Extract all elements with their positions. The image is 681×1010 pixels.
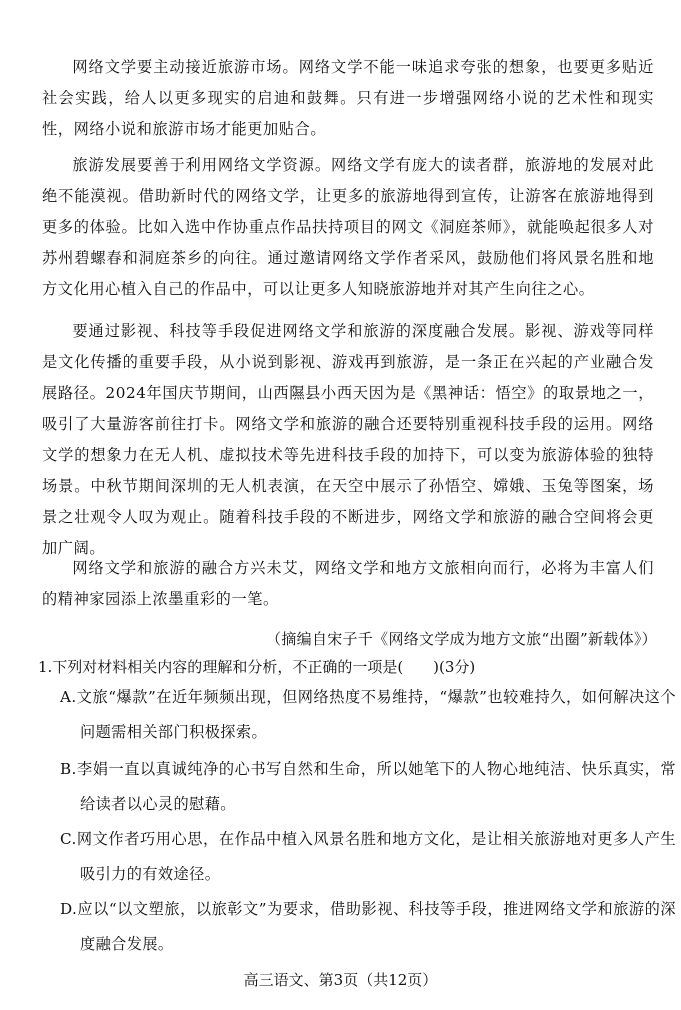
option-c: C.网文作者巧用心思，在作品中植入风景名胜和地方文化，是让相关旅游地对更多人产生吸引力的有效途径。	[60, 830, 676, 883]
option-b: B.李娟一直以真诚纯净的心书写自然和生命，所以她笔下的人物心地纯洁、快乐真实，常给读者以心灵的慰藉。	[60, 760, 676, 813]
article-paragraph-3: 要通过影视、科技等手段促进网络文学和旅游的深度融合发展。影视、游戏等同样是文化传播的重要手段，从小说到影视、游戏再到旅游，是一条正在兴起的产业融合发展路径。2024年国庆节期间，山西隰县小西天因为是《黑神话：悟空》的取景地之一，吸引了大量游客前往打卡。网络文学和旅游的融合还要特别重视科技手段的运用。网络文学的想象力在无人机、虚拟技术等先进科技手段的加持下，可以变为旅游体验的独特场景。中秋节期间深圳的无人机表演，在天空中展示了孙悟空、嫦娥、玉兔等图案，场景之壮观令人叹为观止。随着科技手段的不断进步，网络文学和旅游的融合空间将会更加广阔。	[42, 322, 654, 557]
page-footer: 高三语文、第3页（共12页）	[243, 971, 438, 989]
article-paragraph-2: 旅游发展要善于利用网络文学资源。网络文学有庞大的读者群，旅游地的发展对此绝不能漠视。借助新时代的网络文学，让更多的旅游地得到宣传，让游客在旅游地得到更多的体验。比如入选中作协重点作品扶持项目的网文《洞庭茶师》，就能唤起很多人对苏州碧螺春和洞庭茶乡的向往。通过邀请网络文学作者采风，鼓励他们将风景名胜和地方文化用心植入自己的作品中，可以让更多人知晓旅游地并对其产生向往之心。	[42, 156, 654, 298]
option-a: A.文旅“爆款”在近年频频出现，但网络热度不易维持，“爆款”也较难持久，如何解决这个问题需相关部门积极探索。	[60, 688, 676, 741]
article-paragraph-1: 网络文学要主动接近旅游市场。网络文学不能一味追求夸张的想象，也要更多贴近社会实践，给人以更多现实的启迪和鼓舞。只有进一步增强网络小说的艺术性和现实性，网络小说和旅游市场才能更加贴合。	[42, 58, 654, 138]
article-source: （摘编自宋子千《网络文学成为地方文旅“出圈”新载体》）	[266, 630, 657, 648]
option-d: D.应以“以文塑旅，以旅彰文”为要求，借助影视、科技等手段，推进网络文学和旅游的深度融合发展。	[60, 900, 676, 953]
article-paragraph-4: 网络文学和旅游的融合方兴未艾，网络文学和地方文旅相向而行，必将为丰富人们的精神家园添上浓墨重彩的一笔。	[42, 559, 654, 608]
question-stem: 1.下列对材料相关内容的理解和分析，不正确的一项是( )(3分)	[38, 658, 476, 676]
